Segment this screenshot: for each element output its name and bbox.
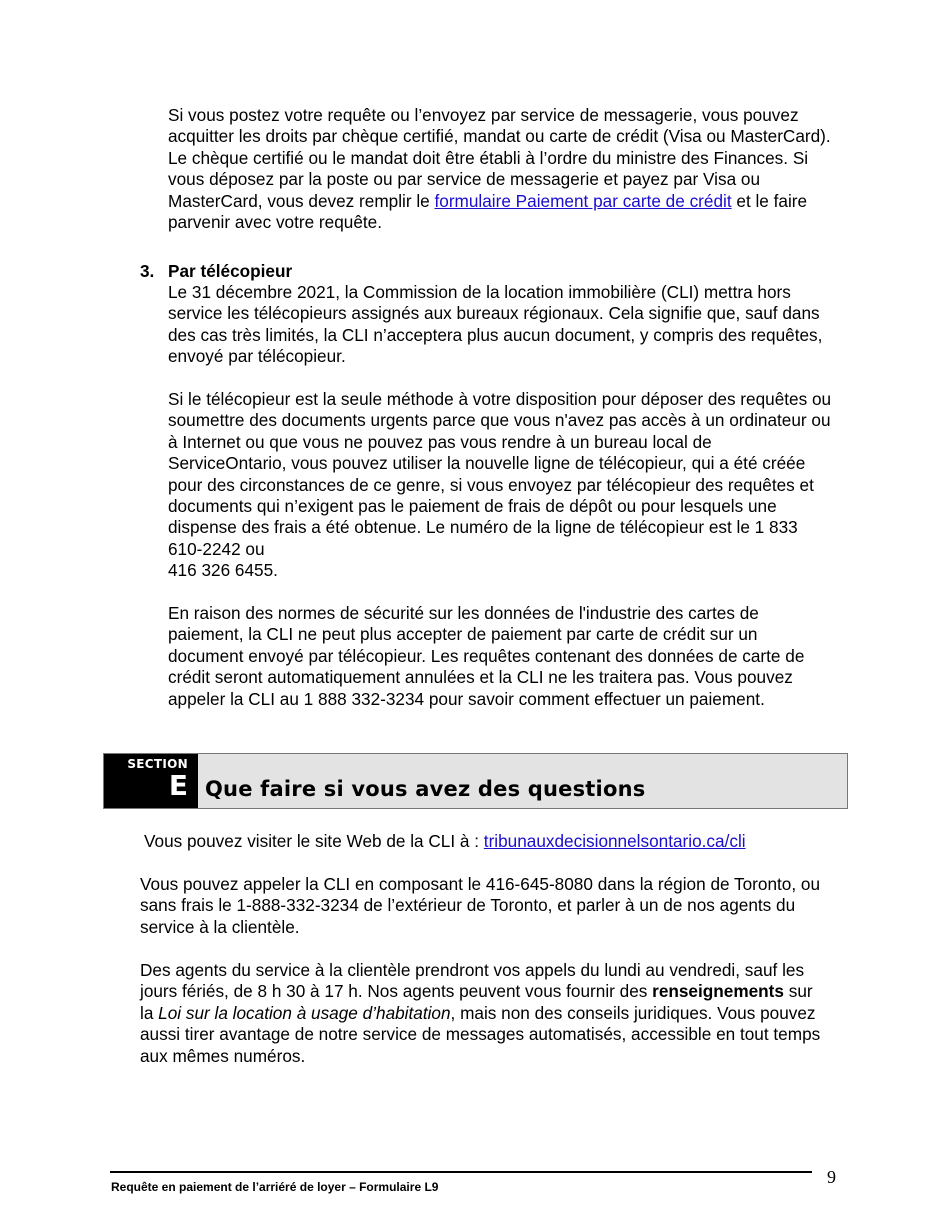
hours-bold: renseignements <box>652 981 784 1002</box>
section-e-banner <box>103 753 848 809</box>
section-label-box <box>104 754 198 808</box>
section-title: Que faire si vous avez des questions <box>205 777 646 801</box>
footer-rule <box>110 1171 812 1173</box>
fax-heading: Par télécopieur <box>168 261 293 281</box>
intro-paragraph <box>168 105 833 233</box>
intro-text: Si vous postez votre requête ou l’envoyez par service de messagerie, vous pouvez acquitter les droits par chèque certifié, mandat ou carte de crédit (Visa ou MasterCard). Le chèque certifié ou le mandat doit être établi à l’ordre du ministre des Finances. Si vous déposez par la poste ou par service de messagerie et payez par Visa ou MasterCard, vous devez remplir le <box>168 105 831 211</box>
section-label: SECTION <box>127 757 188 771</box>
fax-number-alt: 416 326 6455. <box>168 560 278 581</box>
page-number: 9 <box>827 1167 836 1187</box>
law-title: Loi sur la location à usage d’habitation <box>158 1002 451 1023</box>
website-link[interactable]: tribunauxdecisionnelsontario.ca/cli <box>483 831 746 851</box>
credit-card-form-link[interactable]: formulaire Paiement par carte de crédit <box>434 190 732 211</box>
fax-paragraph-3: En raison des normes de sécurité sur les données de l'industrie des cartes de paiement, la CLI ne peut plus accepter de paiement par carte de crédit sur un document envoyé par télécopieur. Les requêtes contenant des données de carte de crédit seront automatiquement annulées et la CLI ne les traitera pas. Vous pouvez appeler la CLI au 1 888 332-3234 pour savoir comment effectuer un paiement. <box>168 603 805 709</box>
intro-text-end: et le faire parvenir avec votre requête. <box>168 190 808 233</box>
section-letter: E <box>168 769 188 802</box>
list-number: 3. <box>140 261 155 281</box>
footer-title: Requête en paiement de l’arriéré de loyer – Formulaire L9 <box>111 1180 439 1194</box>
hours-text: Des agents du service à la clientèle prendront vos appels du lundi au vendredi, sauf les jours fériés, de 8 h 30 à 17 h. Nos agents peuvent vous fournir des <box>140 960 805 1002</box>
hours-paragraph <box>140 960 830 1067</box>
hours-text-2: sur la <box>140 981 813 1023</box>
fax-paragraph-2-text: Si le télécopieur est la seule méthode à votre disposition pour déposer des requêtes ou soumettre des documents urgents parce que vous n'avez pas accès à un ordinateur ou à Internet ou que vous ne pouvez pas vous rendre à un bureau local de ServiceOntario, vous pouvez utiliser la nouvelle ligne de télécopieur, qui a été créée pour des circonstances de ce genre, si vous envoyez par télécopieur des requêtes et documents qui n’exigent pas le paiement de frais de dépôt ou pour lesquels une dispense des frais a été obtenue. Le numéro de la ligne de télécopieur est le 1 833 610-2242 ou <box>168 389 832 559</box>
fax-paragraph-2 <box>168 389 833 582</box>
website-text: Vous pouvez visiter le site Web de la CLI à : <box>144 831 484 851</box>
fax-paragraph-1: Le 31 décembre 2021, la Commission de la location immobilière (CLI) mettra hors service les télécopieurs assignés aux bureaux régionaux. Cela signifie que, sauf dans des cas très limités, la CLI n’acceptera plus aucun document, y compris des requêtes, envoyé par télécopieur. <box>168 282 823 367</box>
website-paragraph <box>144 831 834 852</box>
phone-paragraph: Vous pouvez appeler la CLI en composant le 416-645-8080 dans la région de Toronto, ou sans frais le 1-888-332-3234 de l’extérieur de Toronto, et parler à un de nos agents du service à la clientèle. <box>140 874 821 937</box>
hours-text-3: , mais non des conseils juridiques. Vous pouvez aussi tirer avantage de notre service de messages automatisés, accessible en tout temps aux mêmes numéros. <box>140 1002 821 1066</box>
